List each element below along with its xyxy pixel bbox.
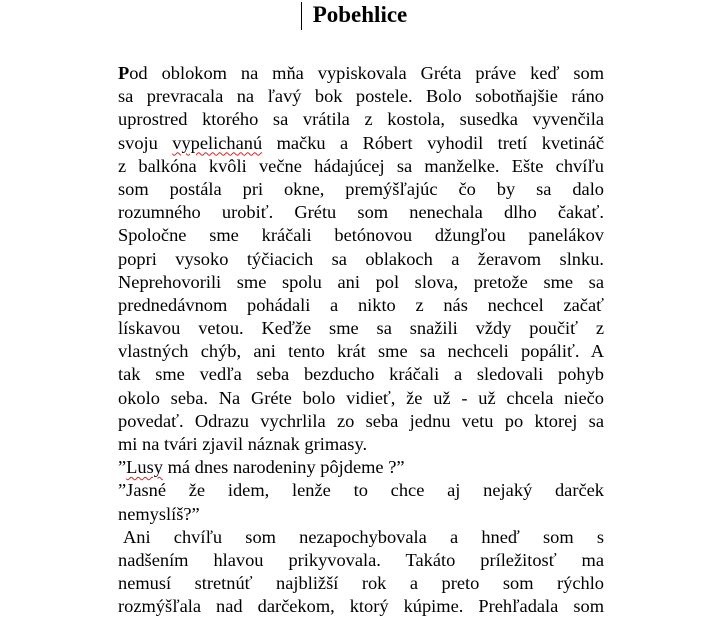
text-run: Ani chvíľu som nezapochybovala a hneď som s [123,526,604,547]
text-run: lískavou vetou. Keďže sme sa snažili vždy poučiť z [118,318,604,339]
text-run: uprostred ktorého sa vrátila z kostola, susedka vyvenčila [118,109,604,130]
text-line [118,155,604,178]
text-run: P [118,63,130,83]
text-line [118,503,604,526]
text-run: nemusí stretnúť najbližší rok a preto som rýchlo [118,573,604,594]
text-line [118,526,604,549]
text-run: tak sme vedľa seba bezducho kráčali a sledovali pohyb [118,364,604,385]
text-run: svoju [118,132,173,153]
text-run: rozumného urobiť. Grétu som nenechala dlho čakať. [118,202,604,223]
text-run: Spoločne sme kráčali betónovou džungľou panelákov [118,225,604,246]
text-line [118,248,604,271]
text-run: Neprehovorili sme spolu ani pol slova, pretože sme sa [118,271,604,292]
text-run: povedať. Odrazu vychrlila zo seba jednu vetu po ktorej sa [118,410,604,431]
text-run: sa prevracala na ľavý bok postele. Bolo sobotňajšie ráno [118,86,604,107]
text-run: popri vysoko týčiacich sa oblakoch a žeravom slnku. [118,248,604,269]
text-line [118,549,604,572]
text-line [118,108,604,131]
text-line [118,572,604,595]
text-line [118,433,604,456]
text-line [118,271,604,294]
text-line [118,132,604,155]
text-line [118,62,604,85]
text-run: nadšením hlavou prikyvovala. Takáto príležitosť ma [118,549,604,570]
text-line [118,387,604,410]
text-line [118,340,604,363]
spellcheck-flagged-word: Lusy [126,457,163,478]
text-line [118,317,604,340]
text-run: vlastných chýb, ani tento krát sme sa nechceli popáliť. A [118,341,604,362]
text-line [118,85,604,108]
text-run: prednedávnom pohádali a nikto z nás nechcel začať [118,294,604,315]
text-run: nemyslíš?” [118,503,200,524]
text-run: ” [118,457,127,478]
document-body[interactable] [118,62,604,619]
text-run: má dnes narodeniny pôjdeme ?” [162,457,405,478]
text-run: od oblokom na mňa vypiskovala Gréta práve keď som [129,63,604,83]
spellcheck-flagged-word: vypelichanú [172,132,263,153]
text-line [118,201,604,224]
text-line [118,595,604,618]
text-run: ”Jasné že idem, lenže to chce aj nejaký darček [118,480,604,501]
text-line [118,456,604,479]
text-run: z balkóna kvôli večne hádajúcej sa manželke. Ešte chvíľu [118,155,604,176]
text-line [118,363,604,386]
text-run: okolo seba. Na Gréte bolo vidieť, že už - už chcela niečo [118,387,604,408]
text-line [118,479,604,502]
text-run: mačku a Róbert vyhodil tretí kvetináč [262,132,605,153]
text-line [118,410,604,433]
text-line [118,224,604,247]
text-line [118,294,604,317]
document-title[interactable]: Pobehlice [312,2,408,27]
text-run: rozmýšľala nad darčekom, ktorý kúpime. Prehľadala som [118,596,604,617]
text-line [118,178,604,201]
text-run: som postála pri okne, premýšľajúc čo by sa dalo [118,178,604,199]
text-run: mi na tvári zjavil náznak grimasy. [118,434,368,454]
